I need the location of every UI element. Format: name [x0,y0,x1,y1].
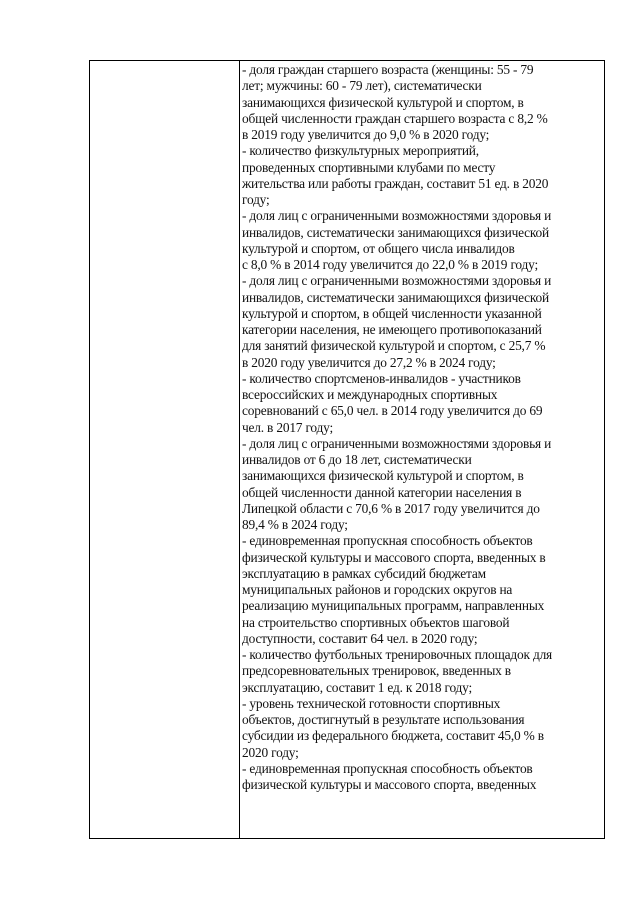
text-line: - количество футбольных тренировочных площадок для [242,647,553,662]
text-line: - доля граждан старшего возраста (женщины: 55 - 79 [242,62,534,77]
text-line: инвалидов, систематически занимающихся физической [242,289,550,305]
table-left-column [90,61,240,838]
text-line: Липецкой области с 70,6 % в 2017 году увеличится до [242,500,540,516]
text-line: муниципальных районов и городских округов на [242,582,513,597]
text-line: категории населения, не имеющего противопоказаний [242,322,542,337]
text-line: всероссийских и международных спортивных [242,387,498,402]
text-line: чел. в 2017 году; [242,419,333,435]
text-line: общей численности граждан старшего возраста с 8,2 % [242,110,548,126]
text-line: культурой и спортом, в общей численности указанной [242,305,542,321]
text-line: - количество физкультурных мероприятий, [242,143,479,159]
text-line: - уровень технической готовности спортивных [242,695,501,711]
text-line: доступности, составит 64 чел. в 2020 году; [242,630,478,646]
text-line: - доля лиц с ограниченными возможностями здоровья и [242,273,552,289]
text-line: объектов, достигнутый в результате использования [242,712,525,727]
text-line: для занятий физической культурой и спортом, с 25,7 % [242,338,546,354]
text-line: с 8,0 % в 2014 году увеличится до 22,0 % в 2019 году; [242,257,538,272]
text-line: занимающихся физической культурой и спортом, в [242,468,524,484]
text-line: - единовременная пропускная способность объектов [242,760,533,776]
text-line: культурой и спортом, от общего числа инвалидов [242,240,515,256]
text-line: - доля лиц с ограниченными возможностями здоровья и [242,208,552,224]
text-line: - единовременная пропускная способность объектов [242,533,533,549]
text-line: на строительство спортивных объектов шаговой [242,614,510,630]
text-line: году; [242,192,270,207]
text-line: - доля лиц с ограниченными возможностями здоровья и [242,435,552,451]
text-line: физической культуры и массового спорта, введенных в [242,549,546,565]
text-line: в 2020 году увеличится до 27,2 % в 2024 году; [242,354,496,370]
text-line: предсоревновательных тренировок, введенных в [242,663,511,679]
text-line: в 2019 году увеличится до 9,0 % в 2020 году; [242,127,490,142]
text-line: эксплуатацию, составит 1 ед. к 2018 году; [242,679,472,695]
text-line: 89,4 % в 2024 году; [242,517,348,532]
text-line: общей численности данной категории населения в [242,484,522,500]
table-right-column [240,61,604,838]
text-line: занимающихся физической культурой и спортом, в [242,94,524,110]
text-line: физической культуры и массового спорта, введенных [242,777,537,792]
text-line: соревнований с 65,0 чел. в 2014 году увеличится до 69 [242,403,543,419]
text-line: эксплуатацию в рамках субсидий бюджетам [242,565,486,581]
text-line: - количество спортсменов-инвалидов - участников [242,370,521,386]
text-line: инвалидов от 6 до 18 лет, систематически [242,452,472,467]
text-line: 2020 году; [242,744,299,760]
text-line: лет; мужчины: 60 - 79 лет), систематически [242,78,482,94]
text-line: субсидии из федерального бюджета, составит 45,0 % в [242,728,544,744]
document-table [89,60,605,839]
text-line: проведенных спортивными клубами по месту [242,159,496,175]
text-line: реализацию муниципальных программ, направленных [242,598,545,614]
text-line: инвалидов, систематически занимающихся физической [242,224,550,240]
text-line: жительства или работы граждан, составит 51 ед. в 2020 [242,175,549,191]
